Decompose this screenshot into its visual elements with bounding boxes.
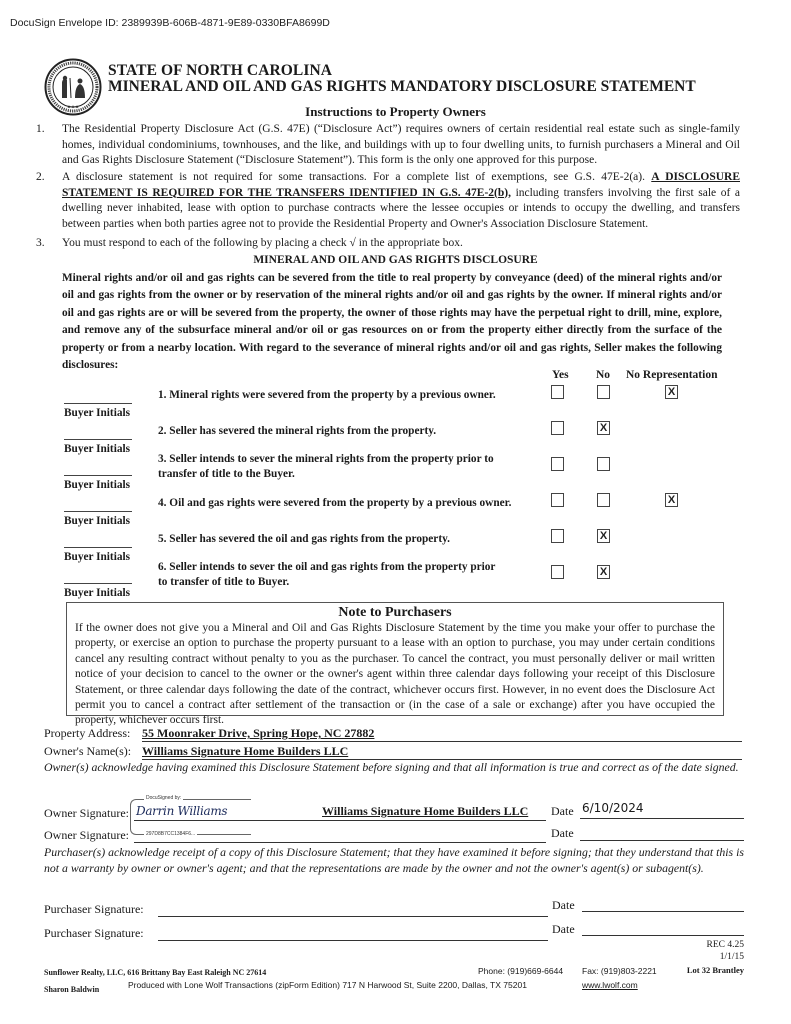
disclosure-row-line1: 6. Seller intends to sever the oil and gas rights from the property prior	[158, 561, 496, 573]
purchaser-signature-2-label: Purchaser Signature:	[44, 926, 144, 940]
purchaser-signature-label: Purchaser Signature:	[44, 902, 144, 916]
property-address-value[interactable]: 55 Moonraker Drive, Spring Hope, NC 27882	[142, 726, 375, 740]
disclosure-row-text	[158, 452, 494, 482]
checkbox-yes[interactable]	[551, 385, 564, 399]
form-date: 1/1/15	[719, 952, 744, 962]
buyer-initials-field[interactable]: Buyer Initials	[64, 439, 132, 455]
instruction-text: You must respond to each of the following by placing a check √ in the appropriate box.	[62, 237, 463, 249]
note-body: If the owner does not give you a Mineral and Oil and Gas Rights Disclosure Statement by the time you make your offer to purchase the property, or exercise an option to purchase the property pursuant to a lease with an option to purchase, you may under certain conditions cancel any resulting contract without penalty to you as the purchaser. To cancel the contract, you must personally deliver or mail written notice of your decision to cancel to the owner or the owner's agent within three calendar days following your receipt of this Disclosure Statement, or three calendar days following the date of the contract, whichever occurs first. However, in no event does the Disclosure Act permit you to cancel a contract after settlement of the transaction or (in the case of a sale or exchange) after you have occupied the property, whichever occurs first.	[75, 622, 715, 727]
instruction-number: 1.	[36, 123, 45, 135]
instructions-heading: Instructions to Property Owners	[305, 104, 486, 119]
owner-name-value[interactable]: Williams Signature Home Builders LLC	[142, 744, 349, 758]
instruction-number: 3.	[36, 237, 45, 249]
checkbox-yes[interactable]	[551, 529, 564, 543]
disclosure-row-line1: 4. Oil and gas rights were severed from the property by a previous owner.	[158, 497, 512, 509]
checkbox-yes[interactable]	[551, 565, 564, 579]
produced-with: Produced with Lone Wolf Transactions (zipForm Edition) 717 N Harwood St, Suite 2200, Dallas, TX 75201	[128, 980, 527, 990]
disclosure-row-line2: to transfer of title to Buyer.	[158, 576, 290, 588]
owner-signature-2-line[interactable]	[134, 842, 546, 843]
instruction-number: 2.	[36, 171, 45, 183]
instruction-text-post: including transfers involving the first sale of a dwelling never inhabited, lease with option to purchase contracts where the lessee occupies or intends to occupy the dwelling, and transfers between parties when both parties agree not to provide the Residential Property and Owner's Association Disclosure Statement.	[62, 186, 740, 230]
owner-date-value[interactable]: 6/10/2024	[582, 801, 644, 815]
purchaser-acknowledgement: Purchaser(s) acknowledge receipt of a copy of this Disclosure Statement; that they have examined it before signing; that they understand that this is not a warranty by owner or owner's agent; and that the representations are made by the owner and not the owner's agent(s) or subagent(s).	[44, 845, 744, 875]
owner-signature-label: Owner Signature:	[44, 806, 129, 820]
checkbox-no[interactable]: X	[597, 529, 610, 543]
owner-date-label: Date	[551, 804, 574, 818]
owner-date-2-label: Date	[551, 826, 574, 840]
docusign-envelope-id: DocuSign Envelope ID: 2389939B-606B-4871-9E89-0330BFA8699D	[10, 17, 330, 29]
disclosure-row-text	[158, 388, 496, 403]
disclosure-row-line1: 5. Seller has severed the oil and gas rights from the property.	[158, 533, 450, 545]
instruction-item-3	[36, 236, 740, 252]
owner-entity: Williams Signature Home Builders LLC	[322, 804, 529, 818]
checkbox-no[interactable]	[597, 457, 610, 471]
instruction-text: The Residential Property Disclosure Act (G.S. 47E) (“Disclosure Act”) requires owners of certain residential real estate such as single-family homes, individual condominiums, townhouses, and the like, and buildings with up to four dwelling units, to furnish purchasers a Mineral and Oil and Gas Rights Disclosure Statement (“Disclosure Statement”). This form is the only one approved for this purpose.	[62, 123, 740, 166]
purchaser-date-2-label: Date	[552, 922, 575, 936]
disclosure-row-text	[158, 496, 511, 511]
brokerage: Sunflower Realty, LLC, 616 Brittany Bay East Raleigh NC 27614	[44, 968, 267, 977]
agent-name: Sharon Baldwin	[44, 985, 100, 994]
form-code: REC 4.25	[706, 940, 744, 950]
owner-name-label: Owner's Name(s):	[44, 744, 132, 758]
column-no-representation: No Representation	[626, 369, 718, 381]
disclosure-row-line1: 2. Seller has severed the mineral rights from the property.	[158, 425, 437, 437]
instruction-emphasis: A DISCLOSURE STATEMENT IS REQUIRED FOR THE TRANSFERS IDENTIFIED IN G.S. 47E-2(b),	[62, 171, 740, 199]
purchaser-signature-line[interactable]	[158, 916, 548, 917]
purchaser-date-label: Date	[552, 898, 575, 912]
note-title: Note to Purchasers	[338, 605, 452, 620]
owner-signature-2-label: Owner Signature:	[44, 828, 129, 842]
checkbox-no[interactable]: X	[597, 421, 610, 435]
buyer-initials-field[interactable]: Buyer Initials	[64, 511, 132, 527]
checkbox-no-representation[interactable]: X	[665, 385, 678, 399]
title-state: STATE OF NORTH CAROLINA	[108, 62, 333, 79]
lot-label: Lot 32 Brantley	[686, 965, 744, 975]
buyer-initials-field[interactable]: Buyer Initials	[64, 475, 132, 491]
disclosure-body: Mineral rights and/or oil and gas rights can be severed from the title to real property by conveyance (deed) of the mineral rights and/or oil and gas rights from the owner or by reservation of the mineral rights and/or oil and gas rights by the owner. If mineral rights and/or oil and gas rights are or will be severed from the property, the owner of those rights may have the perpetual right to drill, mine, explore, and remove any of the subsurface mineral and/or oil or gas resources on or from the property either directly from the surface of the property or from a nearby location. With regard to the severance of mineral rights and/or oil and gas rights, Seller makes the following disclosures:	[62, 272, 722, 372]
owner-signature-line	[134, 820, 546, 821]
property-address-line	[142, 741, 742, 742]
disclosure-row-text	[158, 424, 436, 439]
checkbox-no[interactable]	[597, 493, 610, 507]
buyer-initials-field[interactable]: Buyer Initials	[64, 403, 132, 419]
website-link[interactable]: www.lwolf.com	[582, 980, 638, 990]
column-yes: Yes	[552, 369, 569, 381]
phone: Phone: (919)669-6644	[478, 966, 564, 976]
column-no: No	[596, 369, 611, 381]
note-to-purchasers	[66, 602, 724, 727]
owner-acknowledgement: Owner(s) acknowledge having examined this Disclosure Statement before signing and that all information is true and correct as of the date signed.	[44, 760, 739, 774]
buyer-initials-field[interactable]: Buyer Initials	[64, 547, 132, 563]
purchaser-date-2-line[interactable]	[582, 935, 744, 936]
disclosure-row-line1: 1. Mineral rights were severed from the property by a previous owner.	[158, 389, 496, 401]
checkbox-no[interactable]: X	[597, 565, 610, 579]
docusigned-by-label: DocuSigned by:	[146, 795, 182, 801]
disclosure-row-text	[158, 560, 495, 590]
purchaser-signature-2-line[interactable]	[158, 940, 548, 941]
instruction-text	[62, 170, 740, 232]
purchaser-date-line[interactable]	[582, 911, 744, 912]
instruction-item-1	[36, 122, 740, 169]
owner-signature-value[interactable]: Darrin Williams	[136, 804, 228, 818]
instruction-text-pre: A disclosure statement is not required for some transactions. For a complete list of exemptions, see G.S. 47E-2(a).	[62, 171, 652, 183]
docusign-signer-id: 297D8B7CC1384F6...	[146, 831, 196, 837]
fax: Fax: (919)803-2221	[582, 966, 657, 976]
instruction-item-2	[36, 170, 740, 232]
buyer-initials-field[interactable]: Buyer Initials	[64, 583, 132, 599]
checkbox-yes[interactable]	[551, 493, 564, 507]
disclosure-row-text	[158, 532, 450, 547]
checkbox-no-representation[interactable]: X	[665, 493, 678, 507]
checkbox-no[interactable]	[597, 385, 610, 399]
disclosure-row-line2: transfer of title to the Buyer.	[158, 468, 295, 480]
owner-date-line	[580, 818, 744, 819]
property-address-label: Property Address:	[44, 726, 131, 740]
owner-date-2-line	[580, 840, 744, 841]
checkbox-yes[interactable]	[551, 457, 564, 471]
disclosure-heading: MINERAL AND OIL AND GAS RIGHTS DISCLOSURE	[253, 254, 538, 266]
title-form: MINERAL AND OIL AND GAS RIGHTS MANDATORY DISCLOSURE STATEMENT	[108, 78, 696, 95]
checkbox-yes[interactable]	[551, 421, 564, 435]
disclosure-row-line1: 3. Seller intends to sever the mineral rights from the property prior to	[158, 453, 494, 465]
